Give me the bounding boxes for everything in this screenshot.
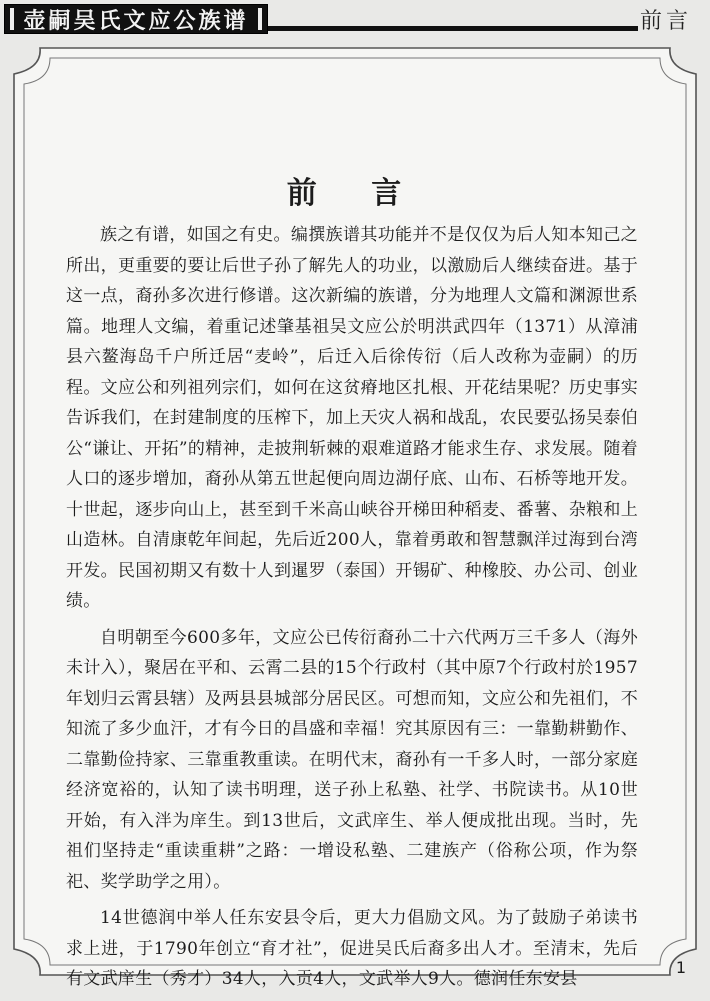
header-rule [268, 26, 638, 31]
body-text [66, 220, 638, 1001]
section-title: 前言 [639, 9, 692, 34]
paragraph: 族之有谱，如国之有史。编撰族谱其功能并不是仅仅为后人知本知己之所出，更重要的要让后世子孙了解先人的功业，以激励后人继续奋进。基于这一点，裔孙多次进行修谱。这次新编的族谱，分为地理人文篇和渊源世系篇。地理人文编，着重记述肇基祖吴文应公於明洪武四年（1371）从漳浦县六鳌海岛千户所迁居“麦岭”，后迁入后徐传衍（后人改称为壶嗣）的历程。文应公和列祖列宗们，如何在这贫瘠地区扎根、开花结果呢？历史事实告诉我们，在封建制度的压榨下，加上天灾人祸和战乱，农民要弘扬吴泰伯公“谦让、开拓”的精神，走披荆斩棘的艰难道路才能求生存、求发展。随着人口的逐步增加，裔孙从第五世起便向周边湖仔底、山布、石桥等地开发。十世起，逐步向山上，甚至到千米高山峡谷开梯田种稻麦、番薯、杂粮和上山造林。自清康乾年间起，先后近200人，靠着勇敢和智慧飘洋过海到台湾开发。民国初期又有数十人到暹罗（泰国）开锡矿、种橡胶、办公司、创业绩。 [66, 225, 638, 611]
book-title-badge [4, 4, 268, 34]
paragraph: 14世德润中举人任东安县令后，更大力倡励文风。为了鼓励子弟读书求上进，于1790年创立“育才社”，促进吴氏后裔多出人才。至清末，先后有文武庠生（秀才）34人，入贡4人，文武举人9人。德润任东安县 [66, 908, 638, 989]
page-title: 前 言 [286, 176, 424, 211]
paragraph: 自明朝至今600多年，文应公已传衍裔孙二十六代两万三千多人（海外未计入），聚居在平和、云霄二县的15个行政村（其中原7个行政村於1957年划归云霄县辖）及两县县城部分居民区。可想而知，文应公和先祖们，不知流了多少血汗，才有今日的昌盛和幸福！究其原因有三：一靠勤耕勤作、二靠勤俭持家、三靠重教重读。在明代末，裔孙有一千多人时，一部分家庭经济宽裕的，认知了读书明理，送子孙上私塾、社学、书院读书。从10世开始，有入泮为庠生。到13世后，文武庠生、举人便成批出现。当时，先祖们坚持走“重读重耕”之路：一增设私塾、二建族产（俗称公项，作为祭祀、奖学助学之用）。 [66, 627, 638, 892]
page-number: 1 [675, 958, 686, 977]
running-header [0, 0, 710, 36]
book-title: 壶嗣吴氏文应公族谱 [23, 8, 249, 34]
